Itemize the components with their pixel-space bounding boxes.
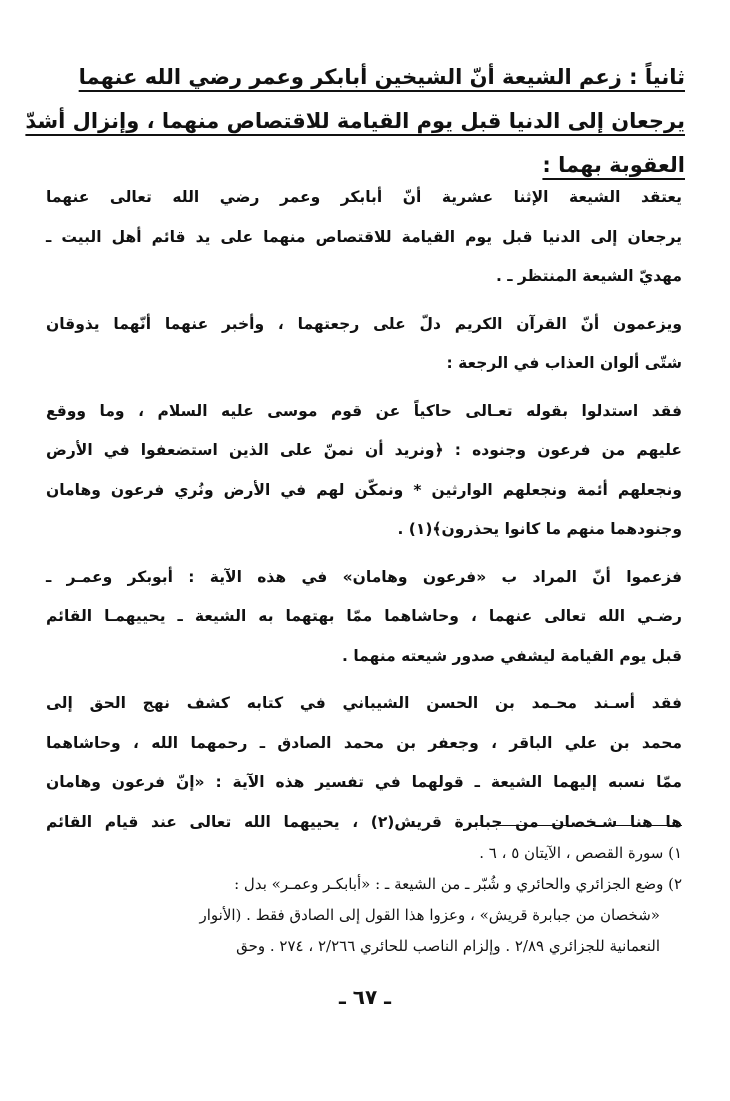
heading-line: ثانياً : زعم الشيعة أنّ الشيخين أبابكر وعمر رضي الله عنهما <box>78 65 685 89</box>
footnote-divider <box>472 825 682 826</box>
paragraph <box>46 392 682 550</box>
text-line: قبل يوم القيامة ليشفي صدور شيعته منهما . <box>342 646 682 665</box>
text-line: فقد استدلوا بقوله تعـالى حاكياً عن قوم موسى عليه السلام ، وما ووقع <box>46 401 682 420</box>
footnote-line: ٢) وضع الجزائري والحائري و شُبّر ـ من الشيعة ـ : «أبابكـر وعمـر» بدل : <box>234 875 682 893</box>
text-line: وجنودهما منهم ما كانوا يحذرون﴾(١) . <box>397 520 682 538</box>
heading-line: يرجعان إلى الدنيا قبل يوم القيامة للاقتصاص منهما ، وإنزال أشدّ <box>25 109 685 133</box>
body-text <box>46 178 682 842</box>
footnote <box>46 869 682 962</box>
text-line: فقد أسـند محـمد بن الحسن الشيباني في كتابه كشف نهج الحق إلى <box>46 694 682 712</box>
text-line: شتّى ألوان العذاب في الرجعة : <box>446 354 682 372</box>
text-line: مهديّ الشيعة المنتظر ـ . <box>495 267 682 285</box>
section-heading <box>25 55 685 187</box>
page-number: ـ ٦٧ ـ <box>338 985 392 1009</box>
heading-line: العقوبة بهما : <box>542 153 685 177</box>
paragraph <box>46 684 682 842</box>
text-line: يرجعان إلى الدنيا قبل يوم القيامة للاقتصاص منهما على يد قائم أهل البيت ـ <box>46 227 682 246</box>
footnote-line: «شخصان من جبابرة قريش» ، وعزوا هذا القول إلى الصادق فقط . (الأنوار <box>199 906 660 924</box>
text-line: محمد بن علي الباقر ، وجعفر بن محمد الصادق ـ رحمهما الله ، وحاشاهما <box>46 733 682 752</box>
paragraph <box>46 178 682 297</box>
footnote-line: ١) سورة القصص ، الآيتان ٥ ، ٦ . <box>479 844 682 862</box>
text-line: ونجعلهم أئمة ونجعلهم الوارثين * ونمكّن لهم في الأرض ونُري فرعون وهامان <box>46 480 682 499</box>
footnotes <box>46 838 682 962</box>
text-line: ممّا نسبه إليهما الشيعة ـ قولهما في تفسير هذه الآية : «إنّ فرعون وهامان <box>46 773 682 791</box>
text-line: يعتقد الشيعة الإثنا عشرية أنّ أبابكر وعمر رضي الله تعالى عنهما <box>46 188 682 206</box>
footnote <box>46 838 682 869</box>
text-line: رضـي الله تعالى عنهما ، وحاشاهما ممّا بهتهما به الشيعة ـ يحييهمـا القائم <box>46 607 682 625</box>
text-line: فزعموا أنّ المراد ب «فرعون وهامان» في هذه الآية : أبوبكر وعمـر ـ <box>46 567 682 586</box>
footnote-line: النعمانية للجزائري ٢/٨٩ . وإلزام الناصب للحائري ٢/٢٦٦ ، ٢٧٤ . وحق <box>236 937 660 955</box>
text-line: ويزعمون أنّ القرآن الكريم دلّ على رجعتهما ، وأخبر عنهما أنّهما يذوقان <box>46 314 682 333</box>
paragraph <box>46 305 682 384</box>
paragraph <box>46 558 682 677</box>
text-line: ها هنا شـخصان من جبابرة قريش(٢) ، يحييهما الله تعالى عند قيام القائم <box>46 812 682 831</box>
text-line: عليهم من فرعون وجنوده : ﴿ونريد أن نمنّ على الذين استضعفوا في الأرض <box>46 441 682 459</box>
